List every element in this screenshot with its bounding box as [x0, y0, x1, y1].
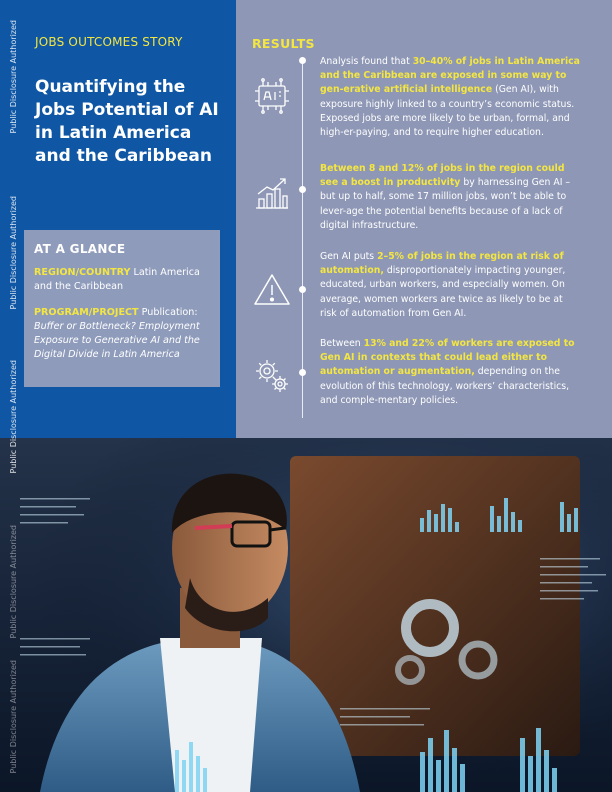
at-a-glance-heading: AT A GLANCE: [34, 242, 126, 256]
result-4-pre: Between: [320, 338, 364, 349]
story-eyebrow: JOBS OUTCOMES STORY: [35, 35, 183, 49]
disclosure-watermark: Public Disclosure Authorized: [9, 660, 18, 774]
region-value: Latin America and the Caribbean: [34, 267, 200, 292]
disclosure-watermark: Public Disclosure Authorized: [9, 525, 18, 639]
timeline-dot: [299, 286, 306, 293]
result-3-post: disproportionately impacting younger, educated, urban workers, and especially women. On average, women workers are twice as likely to be at risk of automation from Gen AI.: [320, 265, 566, 319]
result-item-1: [320, 55, 582, 140]
timeline-line: [302, 60, 303, 418]
result-1-pre: Analysis found that: [320, 56, 413, 67]
at-a-glance-box: [24, 230, 220, 387]
program-row: [34, 306, 210, 362]
disclosure-watermark: Public Disclosure Authorized: [9, 360, 18, 474]
result-4-highlight: 13% and 22% of workers are exposed to Gen AI in contexts that could lead either to automation or augmentation,: [320, 338, 575, 378]
publication-title[interactable]: Buffer or Bottleneck? Employment Exposure to Generative AI and the Digital Divide in Latin America: [34, 321, 200, 360]
warning-icon: [252, 270, 292, 310]
hero-photo: [0, 438, 612, 792]
disclosure-watermark: Public Disclosure Authorized: [9, 196, 18, 310]
ai-chip-icon: [252, 76, 292, 116]
timeline-dot: [299, 186, 306, 193]
result-2-post: by harnessing Gen AI – but up to half, some 17 million jobs, won’t be able to lever-age the potential benefits because of a lack of digital infrastructure.: [320, 177, 571, 231]
region-key: REGION/COUNTRY: [34, 267, 131, 278]
result-item-3: [320, 250, 582, 321]
growth-chart-icon: [252, 174, 292, 214]
program-lead: Publication:: [141, 307, 198, 318]
region-row: [34, 266, 210, 294]
result-4-post: depending on the evolution of this technology, workers’ characteristics, and comple-mentary policies.: [320, 366, 570, 406]
result-3-pre: Gen AI puts: [320, 251, 378, 262]
result-item-2: [320, 162, 582, 233]
result-3-highlight: 2–5% of jobs in the region at risk of automation,: [320, 251, 564, 277]
result-item-4: [320, 337, 582, 408]
program-key: PROGRAM/PROJECT: [34, 307, 139, 318]
timeline-dot: [299, 369, 306, 376]
timeline-dot: [299, 57, 306, 64]
hero-photo-illustration: [0, 438, 612, 792]
result-1-post: (Gen AI), with exposure highly linked to a country’s economic status. Exposed jobs are more likely to be urban, formal, and high-er-paying, and to require higher education.: [320, 84, 575, 139]
gears-icon: [252, 356, 292, 396]
result-2-highlight: Between 8 and 12% of jobs in the region could see a boost in productivity: [320, 163, 565, 189]
disclosure-watermark: Public Disclosure Authorized: [9, 20, 18, 134]
results-heading: RESULTS: [252, 36, 315, 51]
result-1-highlight: 30–40% of jobs in Latin America and the Caribbean are exposed in some way to gen-erative artificial intelligence: [320, 56, 580, 96]
page-title: Quantifying the Jobs Potential of AI in Latin America and the Caribbean: [35, 77, 219, 166]
